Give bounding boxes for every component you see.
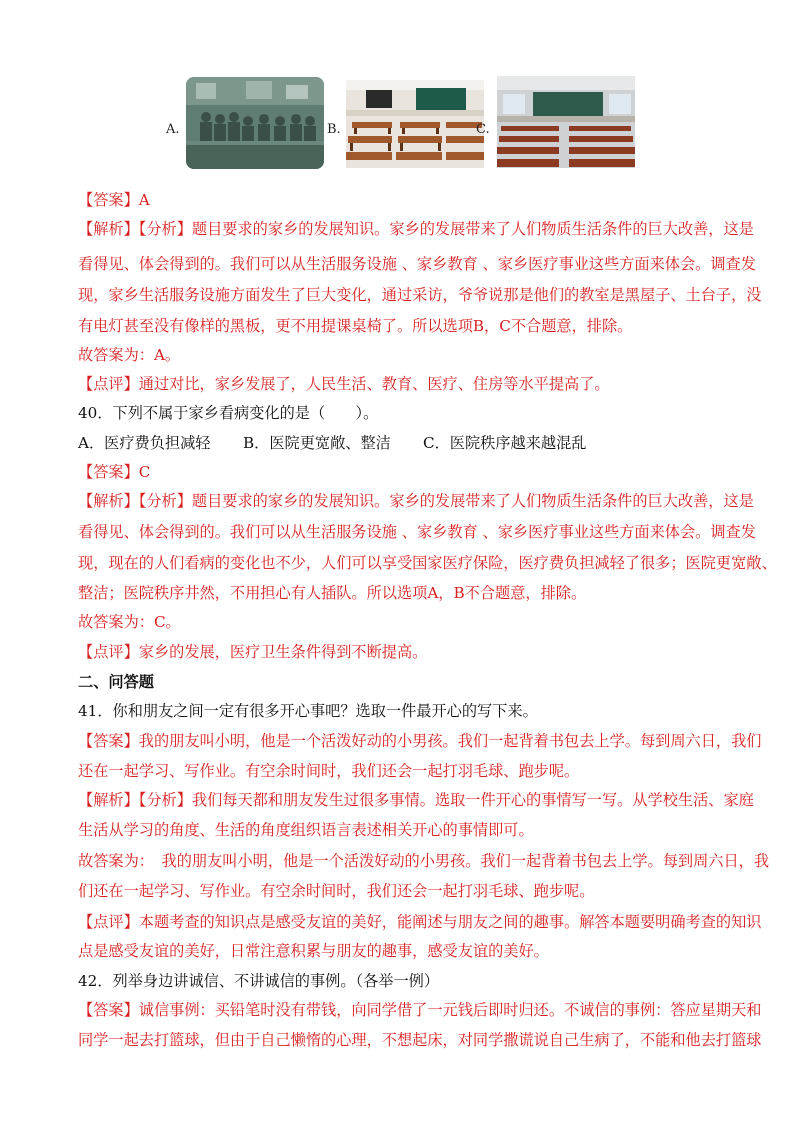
option-a-old-classroom-photo [186, 77, 324, 169]
q40-comment: 家乡的发展，医疗卫生条件得到不断提高。 [138, 643, 428, 661]
q41-answer-line-1 [78, 731, 762, 751]
q39-analysis-line-3: 现，家乡生活服务设施方面发生了巨大变化，通过采访，爷爷说那是他们的教室是黑屋子、土台子，没 [78, 286, 762, 304]
q40-option-c: C．医院秩序越来越混乱 [423, 434, 587, 452]
q39-analysis-line-2: 看得见、体会得到的。我们可以从生活服务设施 、家乡教育 、家乡医疗事业这些方面来体会。调查发 [78, 255, 756, 273]
q40-analysis-line-2: 看得见、体会得到的。我们可以从生活服务设施 、家乡教育 、家乡医疗事业这些方面来体会。调查发 [78, 523, 756, 541]
q39-comment: 通过对比，家乡发展了，人民生活、教育、医疗、住房等水平提高了。 [138, 375, 610, 393]
analysis-sub-tag: 【 分析 】 [139, 220, 192, 238]
q40-analysis-line-1 [78, 491, 754, 511]
q40-analysis-line-3: 现，现在的人们看病的变化也不少，人们可以享受国家医疗保险，医疗费负担减轻了很多；医院更宽敞、 [78, 554, 777, 572]
q41-analysis-text-1: 我们每天都和朋友发生过很多事情。选取一件开心的事情写一写。从学校生活、家庭 [191, 791, 754, 809]
q39-analysis-text-1: 题目要求的家乡的发展知识。家乡的发展带来了人们物质生活条件的巨大改善，这是 [191, 220, 754, 238]
option-b-modern-classroom-photo [346, 80, 484, 168]
q41-comment-text-1: 本题考查的知识点是感受友谊的美好，能阐述与朋友之间的趣事。解答本题要明确考查的知识 [138, 913, 762, 931]
section-title: 二、问答题 [78, 673, 154, 691]
q41-final-line-2: 们还在一起学习、写作业。有空余时间时，我们还会一起打羽毛球、跑步呢。 [78, 882, 595, 900]
q40-options [78, 433, 728, 453]
option-c-label: C. [476, 122, 490, 137]
q41-answer-line-2: 还在一起学习、写作业。有空余时间时，我们还会一起打羽毛球、跑步呢。 [78, 762, 580, 780]
q39-comment-line [78, 374, 728, 394]
q42-answer-line-1 [78, 1000, 762, 1020]
analysis-sub-tag: 【 分析 】 [139, 791, 192, 809]
q39-answer-line [78, 190, 728, 210]
option-c-lecture-hall-photo [497, 76, 635, 168]
q39-answer: A [138, 191, 150, 209]
answer-tag: 【 答案 】 [78, 191, 139, 209]
q40-answer: C [138, 463, 151, 481]
q40-comment-line [78, 642, 728, 662]
q41-final-line-1: 故答案为： 我的朋友叫小明，他是一个活泼好动的小男孩。我们一起背着书包去上学。每到周六日，我 [78, 852, 770, 870]
q39-analysis-line-4: 有电灯甚至没有像样的黑板，更不用提课桌椅了。所以选项B，C不合题意，排除。 [78, 317, 633, 335]
q39-analysis-line-1 [78, 219, 754, 239]
analysis-tag: 【 解析 】 [78, 220, 139, 238]
answer-tag: 【 答案 】 [78, 463, 139, 481]
q40-stem: 40．下列不属于家乡看病变化的是（ ）。 [78, 404, 379, 422]
q40-analysis-text-1: 题目要求的家乡的发展知识。家乡的发展带来了人们物质生活条件的巨大改善，这是 [191, 492, 754, 510]
q39-final-answer: 故答案为：A。 [78, 346, 181, 364]
q42-answer-text-1: 诚信事例：买铅笔时没有带钱，向同学借了一元钱后即时归还。不诚信的事例：答应星期天和 [138, 1001, 762, 1019]
answer-tag: 【 答案 】 [78, 732, 139, 750]
option-a-label: A. [166, 122, 180, 137]
q42-answer-line-2: 同学一起去打篮球，但由于自己懒惰的心理，不想起床，对同学撒谎说自己生病了，不能和他去打篮球 [78, 1031, 762, 1049]
q40-final-answer: 故答案为：C。 [78, 613, 181, 631]
comment-tag: 【 点评 】 [78, 643, 139, 661]
q41-analysis-line-1 [78, 790, 754, 810]
q41-answer-text-1: 我的朋友叫小明，他是一个活泼好动的小男孩。我们一起背着书包去上学。每到周六日，我们 [138, 732, 762, 750]
q40-answer-line [78, 462, 728, 482]
analysis-tag: 【 解析 】 [78, 791, 139, 809]
q41-comment-line-1 [78, 912, 762, 932]
analysis-tag: 【 解析 】 [78, 492, 139, 510]
q40-option-b: B．医院更宽敞、整洁 [243, 434, 391, 452]
q41-comment-line-2: 点是感受友谊的美好，日常注意积累与朋友的趣事，感受友谊的美好。 [78, 942, 549, 960]
q40-analysis-line-4: 整洁；医院秩序井然，不用担心有人插队。所以选项A，B不合题意，排除。 [78, 584, 587, 602]
q41-stem: 41．你和朋友之间一定有很多开心事吧？选取一件最开心的写下来。 [78, 702, 538, 720]
q42-stem: 42．列举身边讲诚信、不讲诚信的事例。（各举一例） [78, 972, 440, 990]
option-b-label: B. [327, 122, 341, 137]
answer-tag: 【 答案 】 [78, 1001, 139, 1019]
q40-option-a: A．医疗费负担减轻 [78, 434, 211, 452]
analysis-sub-tag: 【 分析 】 [139, 492, 192, 510]
q41-analysis-line-2: 生活从学习的角度、生活的角度组织语言表述相关开心的事情即可。 [78, 821, 534, 839]
comment-tag: 【 点评 】 [78, 913, 139, 931]
comment-tag: 【 点评 】 [78, 375, 139, 393]
